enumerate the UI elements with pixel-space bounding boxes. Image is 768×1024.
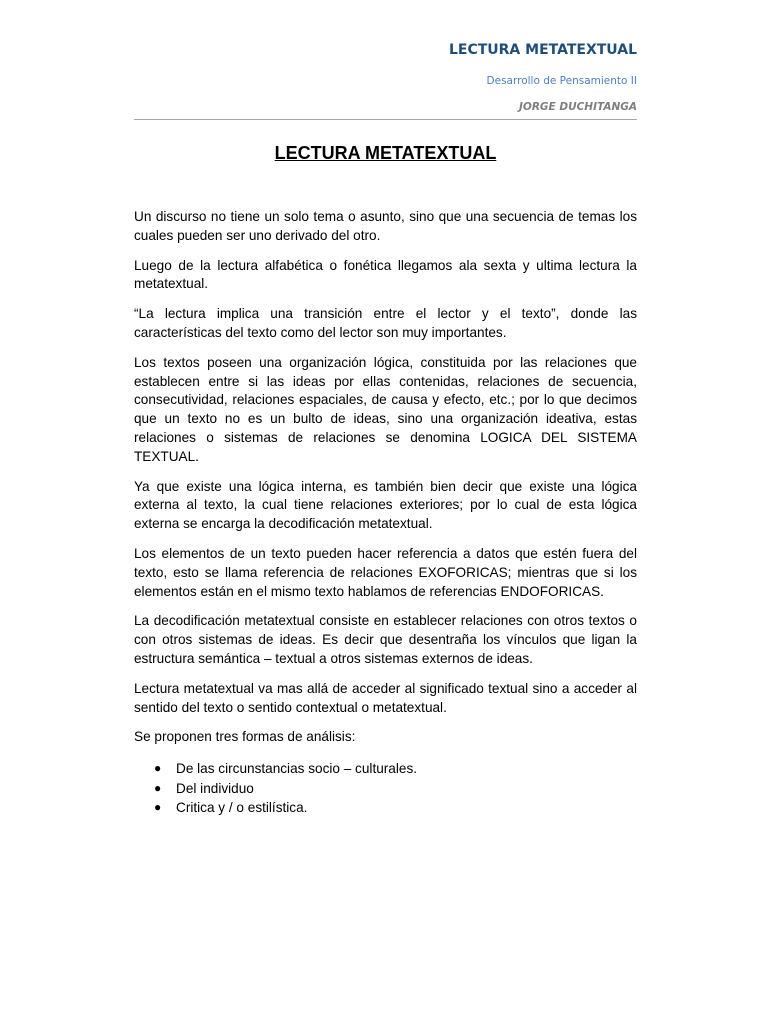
list-item xyxy=(154,798,637,818)
bullet-icon: ● xyxy=(154,800,162,815)
header-course: Desarrollo de Pensamiento II xyxy=(486,75,637,87)
document-title: LECTURA METATEXTUAL xyxy=(274,143,497,163)
paragraph: Los elementos de un texto pueden hacer referencia a datos que estén fuera del texto, esto se llama referencia de relaciones EXOFORICAS; mientras que si los elementos están en el mismo texto hablamos de referencias ENDOFORICAS. xyxy=(134,545,637,599)
header-title: LECTURA METATEXTUAL xyxy=(448,42,637,58)
bullet-icon: ● xyxy=(154,780,162,795)
list-item-text: Del individuo xyxy=(176,780,254,796)
list-item xyxy=(154,759,637,779)
paragraph: Se proponen tres formas de análisis: xyxy=(134,729,356,745)
paragraph: Ya que existe una lógica interna, es también bien decir que existe una lógica externa al texto, la cual tiene relaciones exteriores; por lo cual de esta lógica externa se encarga la decodificación metatextual. xyxy=(134,478,637,532)
paragraph: La decodificación metatextual consiste en establecer relaciones con otros textos o con otros sistemas de ideas. Es decir que desentraña los vínculos que ligan la estructura semántica – textual a otros sistemas externos de ideas. xyxy=(134,613,637,666)
paragraph: Un discurso no tiene un solo tema o asunto, sino que una secuencia de temas los cuales pueden ser uno derivado del otro. xyxy=(134,209,637,243)
paragraph: Luego de la lectura alfabética o fonética llegamos ala sexta y ultima lectura la metatextual. xyxy=(134,257,637,292)
paragraph: Lectura metatextual va mas allá de acceder al significado textual sino a acceder al sentido del texto o sentido contextual o metatextual. xyxy=(134,680,637,715)
document-body xyxy=(134,208,637,818)
paragraph: Los textos poseen una organización lógica, constituida por las relaciones que establecen entre si las ideas por ellas contenidas, relaciones de secuencia, consecutividad, relaciones espaciales, de causa y efecto, etc.; por lo que decimos que un texto no es un bulto de ideas, sino una organización ideativa, estas relaciones o sistemas de relaciones se denomina LOGICA DEL SISTEMA TEXTUAL. xyxy=(134,354,637,464)
list-item-text: Critica y / o estilística. xyxy=(176,800,308,816)
list-item xyxy=(154,779,637,799)
list-item-text: De las circunstancias socio – culturales. xyxy=(176,761,418,777)
bullet-icon: ● xyxy=(154,761,162,776)
page-header xyxy=(134,40,637,114)
header-author: JORGE DUCHITANGA xyxy=(518,101,637,113)
header-divider xyxy=(134,119,637,120)
paragraph: “La lectura implica una transición entre el lector y el texto”, donde las características del texto como del lector son muy importantes. xyxy=(134,306,637,340)
analysis-list xyxy=(134,759,637,818)
